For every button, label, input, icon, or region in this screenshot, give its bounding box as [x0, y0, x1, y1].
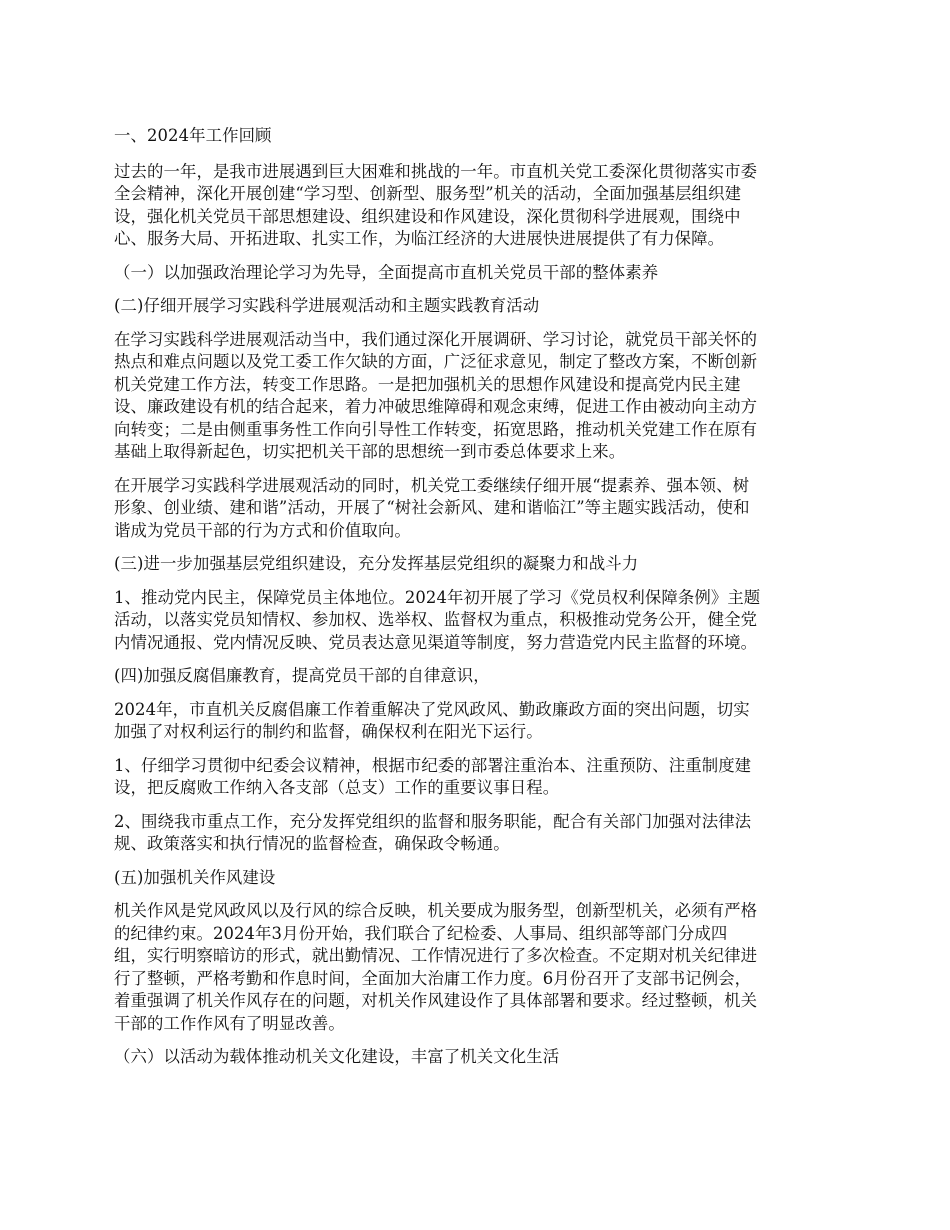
text-line: 着重强调了机关作风存在的问题，对机关作风建设作了具体部署和要求。经过整顿，机关 — [114, 991, 758, 1010]
text-line: 2、围绕我市重点工作，充分发挥党组织的监督和服务职能，配合有关部门加强对法律法 — [114, 811, 752, 831]
text-line: （六）以活动为载体推动机关文化建设，丰富了机关文化生活 — [114, 1047, 560, 1066]
text-line: 2024年，市直机关反腐倡廉工作着重解决了党风政风、勤政廉政方面的突出问题，切实 — [114, 699, 750, 719]
text-line: 机关党建工作方法，转变工作思路。一是把加强机关的思想作风建设和提高党内民主建 — [114, 374, 741, 394]
text-line: (三)进一步加强基层党组织建设，充分发挥基层党组织的凝聚力和战斗力 — [114, 554, 639, 573]
body-paragraph — [114, 475, 840, 543]
text-line: 1、仔细学习贯彻中纪委会议精神，根据市纪委的部署注重治本、注重预防、注重制度建 — [114, 755, 752, 775]
text-line: 基础上取得新起色，切实把机关干部的思想统一到市委总体要求上来。 — [114, 442, 626, 461]
text-line: 机关作风是党风政风以及行风的综合反映，机关要成为服务型，创新型机关，必须有严格 — [114, 901, 758, 920]
subsection-heading — [114, 295, 840, 318]
text-line: 内情况通报、党内情况反映、党员表达意见渠道等制度，努力营造党内民主监督的环境。 — [114, 632, 758, 652]
body-paragraph — [114, 811, 840, 856]
text-line: 加强了对权利运行的制约和监督，确保权利在阳光下运行。 — [114, 722, 543, 741]
text-line: 向转变；二是由侧重事务性工作向引导性工作转变，拓宽思路，推动机关党建工作在原有 — [114, 419, 758, 439]
section-heading — [114, 125, 840, 148]
text-line: 谐成为党员干部的行为方式和价值取向。 — [114, 520, 411, 540]
text-line: 心、服务大局、开拓进取、扎实工作，为临江经济的大进展快进展提供了有力保障。 — [114, 229, 725, 248]
text-line: 1、推动党内民主，保障党员主体地位。2024年初开展了学习《党员权利保障条例》主题 — [114, 587, 761, 607]
body-paragraph — [114, 329, 840, 464]
text-line: 行了整顿，严格考勤和作息时间，全面加大治庸工作力度。6月份召开了支部书记例会， — [114, 968, 752, 988]
text-line: 组，实行明察暗访的形式，就出勤情况、工作情况进行了多次检查。不定期对机关纪律进 — [114, 946, 758, 965]
subsection-heading — [114, 1046, 840, 1069]
text-line: 的纪律约束。2024年3月份开始，我们联合了纪检委、人事局、组织部等部门分成四 — [114, 923, 728, 943]
document-body — [114, 125, 840, 1069]
body-paragraph — [114, 161, 840, 251]
text-line: 一、2024年工作回顾 — [114, 126, 272, 145]
subsection-heading — [114, 262, 840, 285]
text-line: 全会精神，深化开展创建“学习型、创新型、服务型”机关的活动，全面加强基层组织建 — [114, 184, 742, 203]
subsection-heading — [114, 553, 840, 576]
text-line: 形象、创业绩、建和谐”活动，开展了“树社会新风、建和谐临江”等主题实践活动，使和 — [114, 498, 750, 517]
text-line: （一）以加强政治理论学习为先导，全面提高市直机关党员干部的整体素养 — [114, 262, 659, 282]
text-line: 干部的工作作风有了明显改善。 — [114, 1013, 345, 1033]
text-line: 活动，以落实党员知情权、参加权、选举权、监督权为重点，积极推动党务公开，健全党 — [114, 610, 758, 629]
body-paragraph — [114, 900, 840, 1035]
text-line: 规、政策落实和执行情况的监督检查，确保政令畅通。 — [114, 834, 510, 853]
text-line: 过去的一年，是我市进展遇到巨大困难和挑战的一年。市直机关党工委深化贯彻落实市委 — [114, 161, 758, 181]
text-line: 在开展学习实践科学进展观活动的同时，机关党工委继续仔细开展“提素养、强本领、树 — [114, 475, 750, 495]
text-line: (二)仔细开展学习实践科学进展观活动和主题实践教育活动 — [114, 296, 540, 315]
text-line: (四)加强反腐倡廉教育，提高党员干部的自律意识， — [114, 666, 490, 685]
text-line: 设，强化机关党员干部思想建设、组织建设和作风建设，深化贯彻科学进展观，围绕中 — [114, 206, 741, 226]
text-line: (五)加强机关作风建设 — [114, 867, 276, 887]
text-line: 设、廉政建设有机的结合起来，着力冲破思维障碍和观念束缚，促进工作由被动向主动方 — [114, 397, 758, 416]
subsection-heading — [114, 867, 840, 890]
text-line: 在学习实践科学进展观活动当中，我们通过深化开展调研、学习讨论，就党员干部关怀的 — [114, 329, 758, 349]
text-line: 设，把反腐败工作纳入各支部（总支）工作的重要议事日程。 — [114, 778, 560, 797]
subsection-heading — [114, 665, 840, 688]
body-paragraph — [114, 587, 840, 655]
body-paragraph — [114, 699, 840, 744]
text-line: 热点和难点问题以及党工委工作欠缺的方面，广泛征求意见，制定了整改方案，不断创新 — [114, 352, 758, 371]
body-paragraph — [114, 755, 840, 800]
